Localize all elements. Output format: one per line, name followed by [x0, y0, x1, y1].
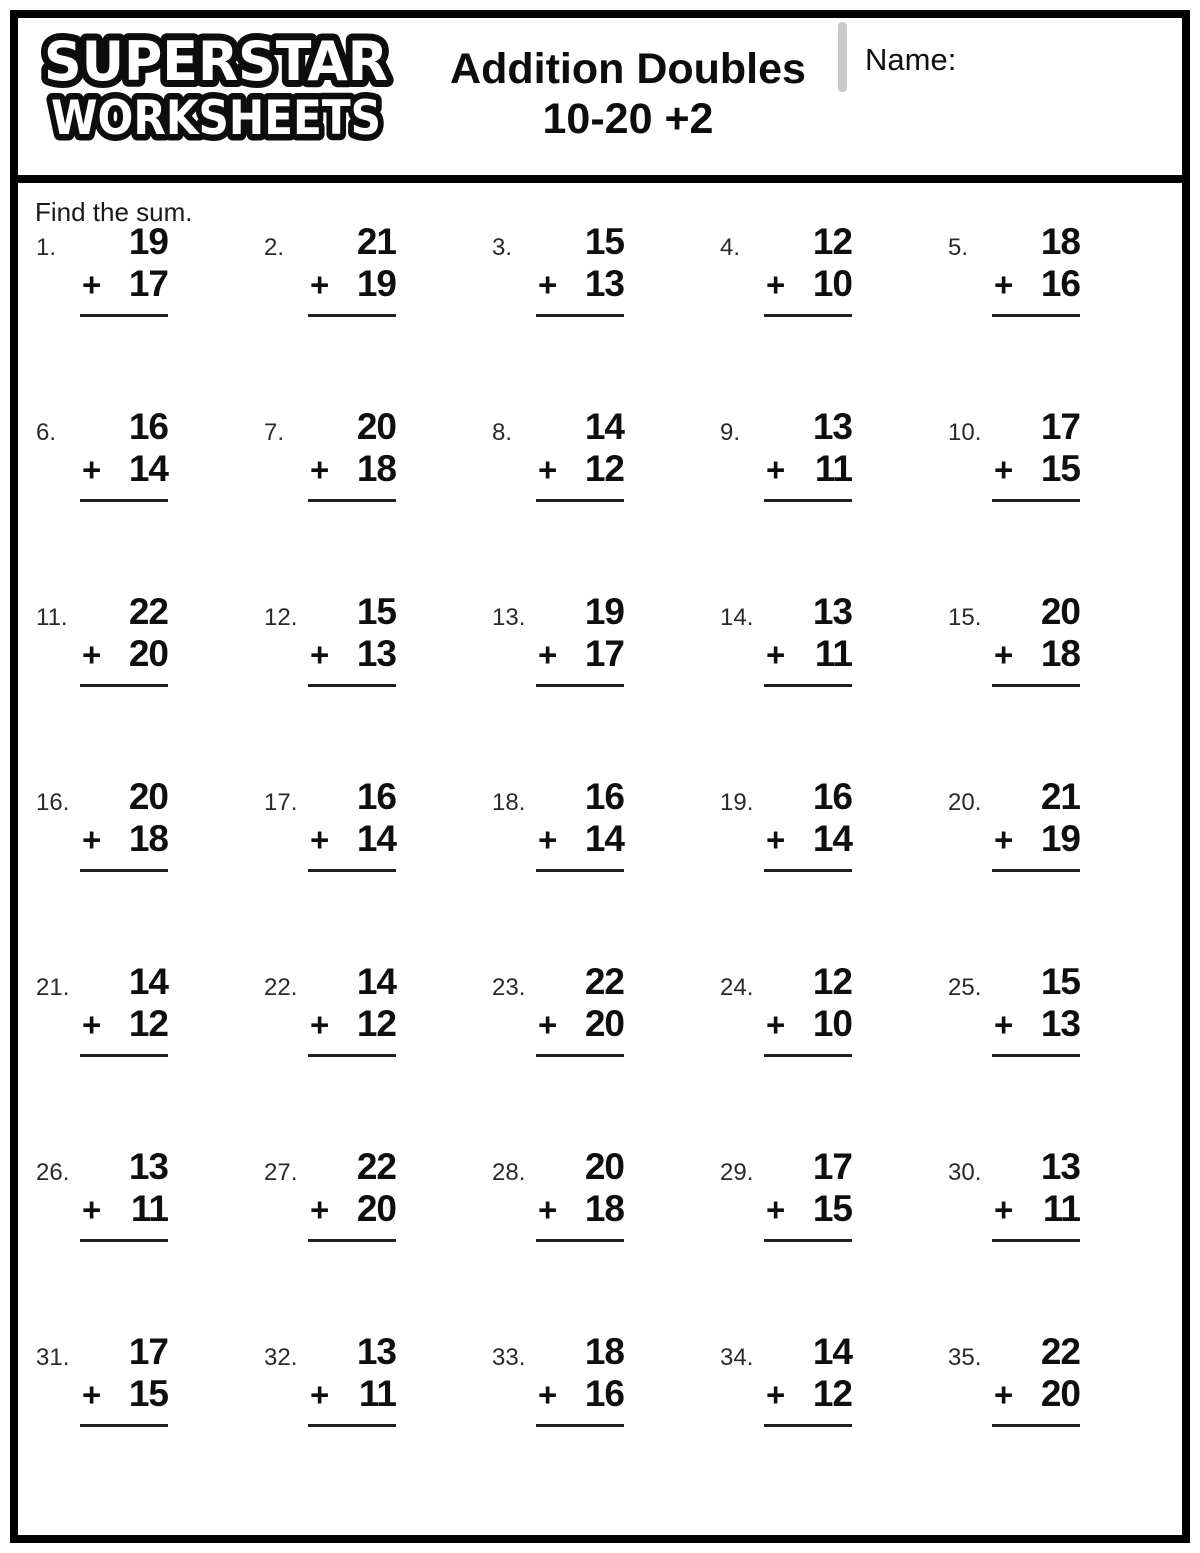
plus-sign: +	[310, 1191, 330, 1228]
answer-line[interactable]	[308, 869, 396, 872]
bottom-row	[308, 263, 396, 306]
top-addend: 15	[584, 221, 624, 262]
worksheet-title	[402, 44, 854, 144]
problem-cell	[942, 591, 1170, 776]
bottom-addend: 18	[128, 818, 168, 859]
answer-line[interactable]	[992, 1054, 1080, 1057]
plus-sign: +	[538, 636, 558, 673]
answer-line[interactable]	[308, 684, 396, 687]
top-addend: 21	[356, 221, 396, 262]
problem-stack	[992, 221, 1080, 317]
bottom-addend: 18	[584, 1188, 624, 1229]
problem-number: 14.	[720, 604, 754, 631]
answer-line[interactable]	[80, 314, 168, 317]
answer-line[interactable]	[764, 1054, 852, 1057]
answer-line[interactable]	[308, 314, 396, 317]
problems-area	[18, 183, 1182, 1535]
bottom-addend: 13	[584, 263, 624, 304]
top-addend: 15	[356, 591, 396, 632]
plus-sign: +	[310, 451, 330, 488]
top-addend: 19	[128, 221, 168, 262]
bottom-row	[80, 1188, 168, 1231]
problem-cell	[30, 406, 258, 591]
problem-number: 11.	[36, 604, 68, 631]
plus-sign: +	[766, 636, 786, 673]
answer-line[interactable]	[992, 684, 1080, 687]
plus-sign: +	[310, 266, 330, 303]
header	[18, 18, 1182, 183]
logo-text-line1: SUPERSTAR	[44, 30, 388, 93]
answer-line[interactable]	[536, 1239, 624, 1242]
problem-cell	[30, 221, 258, 406]
bottom-addend: 17	[584, 633, 624, 674]
bottom-row	[992, 448, 1080, 491]
problem-stack	[536, 221, 624, 317]
bottom-addend: 20	[1040, 1373, 1080, 1414]
bottom-row	[80, 818, 168, 861]
problem-number: 8.	[492, 419, 513, 446]
problem-number: 27.	[264, 1159, 298, 1186]
top-addend: 19	[584, 591, 624, 632]
problem-cell	[30, 1331, 258, 1516]
answer-line[interactable]	[764, 869, 852, 872]
problem-cell	[258, 1331, 486, 1516]
bottom-row	[80, 633, 168, 676]
problem-stack	[764, 961, 852, 1057]
problem-cell	[942, 221, 1170, 406]
bottom-addend: 14	[584, 818, 624, 859]
problem-stack	[992, 1146, 1080, 1242]
problem-stack	[536, 591, 624, 687]
bottom-addend: 11	[814, 633, 852, 674]
bottom-addend: 20	[584, 1003, 624, 1044]
problem-stack	[308, 591, 396, 687]
bottom-addend: 10	[812, 263, 852, 304]
problem-stack	[536, 406, 624, 502]
answer-line[interactable]	[80, 684, 168, 687]
problem-cell	[486, 776, 714, 961]
bottom-addend: 17	[128, 263, 168, 304]
problem-number: 16.	[36, 789, 70, 816]
problem-cell	[714, 961, 942, 1146]
problem-number: 1.	[36, 234, 57, 261]
problem-cell	[942, 1331, 1170, 1516]
top-addend: 16	[356, 776, 396, 817]
problem-number: 10.	[948, 419, 982, 446]
top-addend: 17	[1040, 406, 1080, 447]
worksheet-sheet	[10, 10, 1190, 1543]
bottom-row	[536, 633, 624, 676]
plus-sign: +	[538, 1191, 558, 1228]
problem-stack	[992, 406, 1080, 502]
bottom-row	[536, 1003, 624, 1046]
plus-sign: +	[994, 451, 1014, 488]
problem-stack	[308, 1331, 396, 1427]
answer-line[interactable]	[536, 314, 624, 317]
problem-number: 12.	[264, 604, 298, 631]
problem-cell	[486, 406, 714, 591]
bottom-addend: 11	[1042, 1188, 1080, 1229]
answer-line[interactable]	[536, 869, 624, 872]
problem-cell	[30, 591, 258, 776]
top-addend: 13	[812, 591, 852, 632]
problem-cell	[258, 591, 486, 776]
answer-line[interactable]	[764, 684, 852, 687]
problem-cell	[942, 406, 1170, 591]
answer-line[interactable]	[80, 1239, 168, 1242]
bottom-addend: 19	[1040, 818, 1080, 859]
bottom-row	[536, 263, 624, 306]
top-addend: 20	[584, 1146, 624, 1187]
problem-number: 25.	[948, 974, 982, 1001]
problem-stack	[80, 1146, 168, 1242]
problem-number: 24.	[720, 974, 754, 1001]
problems-grid	[30, 221, 1170, 1516]
bottom-row	[80, 448, 168, 491]
plus-sign: +	[766, 1006, 786, 1043]
problem-stack	[764, 406, 852, 502]
bottom-addend: 12	[584, 448, 624, 489]
top-addend: 15	[1040, 961, 1080, 1002]
answer-line[interactable]	[992, 1424, 1080, 1427]
problem-number: 3.	[492, 234, 513, 261]
problem-cell	[714, 591, 942, 776]
plus-sign: +	[82, 266, 102, 303]
problem-stack	[80, 1331, 168, 1427]
answer-line[interactable]	[308, 499, 396, 502]
problem-number: 22.	[264, 974, 298, 1001]
answer-line[interactable]	[764, 1239, 852, 1242]
problem-number: 9.	[720, 419, 741, 446]
problem-stack	[764, 1146, 852, 1242]
problem-cell	[30, 776, 258, 961]
bottom-addend: 11	[814, 448, 852, 489]
bottom-addend: 15	[1040, 448, 1080, 489]
top-addend: 13	[1040, 1146, 1080, 1187]
plus-sign: +	[994, 266, 1014, 303]
problem-stack	[764, 221, 852, 317]
answer-line[interactable]	[80, 869, 168, 872]
bottom-addend: 10	[812, 1003, 852, 1044]
bottom-row	[992, 818, 1080, 861]
problem-cell	[714, 1146, 942, 1331]
bottom-addend: 14	[812, 818, 852, 859]
problem-number: 20.	[948, 789, 982, 816]
bottom-row	[80, 1373, 168, 1416]
top-addend: 22	[356, 1146, 396, 1187]
problem-cell	[486, 1146, 714, 1331]
answer-line[interactable]	[308, 1054, 396, 1057]
plus-sign: +	[310, 636, 330, 673]
plus-sign: +	[82, 1191, 102, 1228]
bottom-addend: 11	[358, 1373, 396, 1414]
plus-sign: +	[538, 1376, 558, 1413]
problem-stack	[308, 1146, 396, 1242]
top-addend: 12	[812, 961, 852, 1002]
bottom-addend: 20	[356, 1188, 396, 1229]
problem-number: 29.	[720, 1159, 754, 1186]
plus-sign: +	[994, 1191, 1014, 1228]
bottom-row	[308, 448, 396, 491]
problem-cell	[30, 961, 258, 1146]
bottom-row	[764, 448, 852, 491]
plus-sign: +	[994, 1006, 1014, 1043]
bottom-row	[992, 633, 1080, 676]
answer-line[interactable]	[764, 314, 852, 317]
bottom-row	[536, 448, 624, 491]
problem-number: 28.	[492, 1159, 526, 1186]
bottom-addend: 16	[584, 1373, 624, 1414]
problem-stack	[80, 406, 168, 502]
top-addend: 13	[356, 1331, 396, 1372]
top-addend: 17	[812, 1146, 852, 1187]
top-addend: 13	[128, 1146, 168, 1187]
top-addend: 14	[128, 961, 168, 1002]
plus-sign: +	[310, 1376, 330, 1413]
problem-cell	[258, 1146, 486, 1331]
problem-cell	[942, 961, 1170, 1146]
plus-sign: +	[310, 1006, 330, 1043]
top-addend: 22	[584, 961, 624, 1002]
problem-number: 35.	[948, 1344, 982, 1371]
problem-stack	[992, 961, 1080, 1057]
bottom-addend: 14	[128, 448, 168, 489]
name-blank[interactable]	[973, 40, 1163, 82]
bottom-addend: 18	[356, 448, 396, 489]
problem-cell	[486, 591, 714, 776]
problem-stack	[80, 591, 168, 687]
top-addend: 18	[1040, 221, 1080, 262]
top-addend: 22	[128, 591, 168, 632]
problem-stack	[80, 221, 168, 317]
plus-sign: +	[538, 266, 558, 303]
problem-cell	[258, 406, 486, 591]
name-divider-bar	[838, 22, 847, 92]
bottom-row	[536, 1188, 624, 1231]
plus-sign: +	[994, 636, 1014, 673]
bottom-addend: 20	[128, 633, 168, 674]
title-line1: Addition Doubles	[450, 45, 806, 93]
bottom-row	[536, 1373, 624, 1416]
plus-sign: +	[538, 821, 558, 858]
bottom-row	[764, 263, 852, 306]
bottom-row	[308, 1188, 396, 1231]
problem-number: 6.	[36, 419, 57, 446]
problem-number: 5.	[948, 234, 969, 261]
plus-sign: +	[538, 1006, 558, 1043]
problem-number: 26.	[36, 1159, 70, 1186]
logo-svg	[30, 26, 402, 156]
logo-text-line2: WORKSHEETS	[51, 91, 381, 146]
answer-line[interactable]	[536, 684, 624, 687]
problem-cell	[30, 1146, 258, 1331]
problem-cell	[486, 221, 714, 406]
top-addend: 12	[812, 221, 852, 262]
problem-cell	[258, 961, 486, 1146]
problem-number: 2.	[264, 234, 285, 261]
problem-stack	[536, 1331, 624, 1427]
problem-cell	[258, 221, 486, 406]
problem-number: 31.	[36, 1344, 70, 1371]
answer-line[interactable]	[764, 499, 852, 502]
problem-cell	[714, 406, 942, 591]
bottom-row	[308, 1003, 396, 1046]
problem-cell	[486, 1331, 714, 1516]
problem-stack	[764, 591, 852, 687]
plus-sign: +	[766, 821, 786, 858]
problem-number: 32.	[264, 1344, 298, 1371]
answer-line[interactable]	[992, 1239, 1080, 1242]
bottom-row	[764, 633, 852, 676]
problem-cell	[258, 776, 486, 961]
problem-number: 23.	[492, 974, 526, 1001]
plus-sign: +	[766, 1376, 786, 1413]
top-addend: 20	[1040, 591, 1080, 632]
bottom-addend: 13	[356, 633, 396, 674]
bottom-row	[992, 1003, 1080, 1046]
bottom-row	[80, 1003, 168, 1046]
plus-sign: +	[766, 1191, 786, 1228]
problem-number: 15.	[948, 604, 982, 631]
bottom-addend: 12	[128, 1003, 168, 1044]
instructions-text: Find the sum.	[35, 197, 193, 227]
bottom-addend: 15	[128, 1373, 168, 1414]
bottom-addend: 14	[356, 818, 396, 859]
problem-stack	[992, 776, 1080, 872]
plus-sign: +	[82, 451, 102, 488]
top-addend: 16	[812, 776, 852, 817]
bottom-row	[308, 633, 396, 676]
answer-line[interactable]	[764, 1424, 852, 1427]
name-label: Name:	[865, 42, 957, 77]
problem-cell	[714, 776, 942, 961]
bottom-row	[992, 1373, 1080, 1416]
answer-line[interactable]	[308, 1424, 396, 1427]
problem-stack	[536, 776, 624, 872]
problem-number: 4.	[720, 234, 741, 261]
bottom-addend: 13	[1040, 1003, 1080, 1044]
bottom-row	[308, 818, 396, 861]
top-addend: 18	[584, 1331, 624, 1372]
plus-sign: +	[994, 821, 1014, 858]
plus-sign: +	[82, 636, 102, 673]
problem-cell	[942, 1146, 1170, 1331]
problem-number: 17.	[264, 789, 298, 816]
bottom-addend: 15	[812, 1188, 852, 1229]
plus-sign: +	[538, 451, 558, 488]
bottom-addend: 16	[1040, 263, 1080, 304]
plus-sign: +	[766, 451, 786, 488]
problem-stack	[308, 961, 396, 1057]
answer-line[interactable]	[536, 1054, 624, 1057]
problem-stack	[308, 406, 396, 502]
problem-number: 21.	[36, 974, 70, 1001]
top-addend: 16	[128, 406, 168, 447]
bottom-addend: 18	[1040, 633, 1080, 674]
answer-line[interactable]	[992, 314, 1080, 317]
problem-stack	[764, 1331, 852, 1427]
answer-line[interactable]	[308, 1239, 396, 1242]
problem-cell	[714, 221, 942, 406]
bottom-addend: 12	[812, 1373, 852, 1414]
bottom-row	[536, 818, 624, 861]
problem-cell	[942, 776, 1170, 961]
problem-stack	[992, 1331, 1080, 1427]
plus-sign: +	[82, 821, 102, 858]
problem-number: 34.	[720, 1344, 754, 1371]
bottom-row	[764, 818, 852, 861]
problem-number: 18.	[492, 789, 526, 816]
problem-stack	[80, 776, 168, 872]
top-addend: 14	[812, 1331, 852, 1372]
top-addend: 14	[356, 961, 396, 1002]
bottom-addend: 19	[356, 263, 396, 304]
bottom-row	[80, 263, 168, 306]
top-addend: 21	[1040, 776, 1080, 817]
bottom-row	[764, 1003, 852, 1046]
bottom-row	[992, 1188, 1080, 1231]
top-addend: 17	[128, 1331, 168, 1372]
answer-line[interactable]	[536, 1424, 624, 1427]
answer-line[interactable]	[80, 499, 168, 502]
plus-sign: +	[766, 266, 786, 303]
top-addend: 22	[1040, 1331, 1080, 1372]
plus-sign: +	[310, 821, 330, 858]
plus-sign: +	[994, 1376, 1014, 1413]
problem-stack	[308, 221, 396, 317]
answer-line[interactable]	[536, 499, 624, 502]
top-addend: 20	[128, 776, 168, 817]
plus-sign: +	[82, 1006, 102, 1043]
bottom-row	[764, 1188, 852, 1231]
answer-line[interactable]	[992, 869, 1080, 872]
title-line2: 10-20 +2	[542, 95, 714, 143]
problem-stack	[992, 591, 1080, 687]
problem-cell	[714, 1331, 942, 1516]
problem-stack	[536, 1146, 624, 1242]
problem-number: 19.	[720, 789, 754, 816]
problem-cell	[486, 961, 714, 1146]
top-addend: 16	[584, 776, 624, 817]
problem-number: 30.	[948, 1159, 982, 1186]
bottom-row	[992, 263, 1080, 306]
problem-number: 7.	[264, 419, 285, 446]
bottom-addend: 12	[356, 1003, 396, 1044]
answer-line[interactable]	[80, 1054, 168, 1057]
superstar-worksheets-logo	[30, 26, 402, 161]
problem-stack	[80, 961, 168, 1057]
problem-stack	[536, 961, 624, 1057]
problem-number: 33.	[492, 1344, 526, 1371]
bottom-addend: 11	[130, 1188, 168, 1229]
problem-stack	[308, 776, 396, 872]
problem-stack	[764, 776, 852, 872]
bottom-row	[308, 1373, 396, 1416]
bottom-row	[764, 1373, 852, 1416]
answer-line[interactable]	[992, 499, 1080, 502]
top-addend: 20	[356, 406, 396, 447]
problem-number: 13.	[492, 604, 526, 631]
top-addend: 14	[584, 406, 624, 447]
answer-line[interactable]	[80, 1424, 168, 1427]
plus-sign: +	[82, 1376, 102, 1413]
top-addend: 13	[812, 406, 852, 447]
